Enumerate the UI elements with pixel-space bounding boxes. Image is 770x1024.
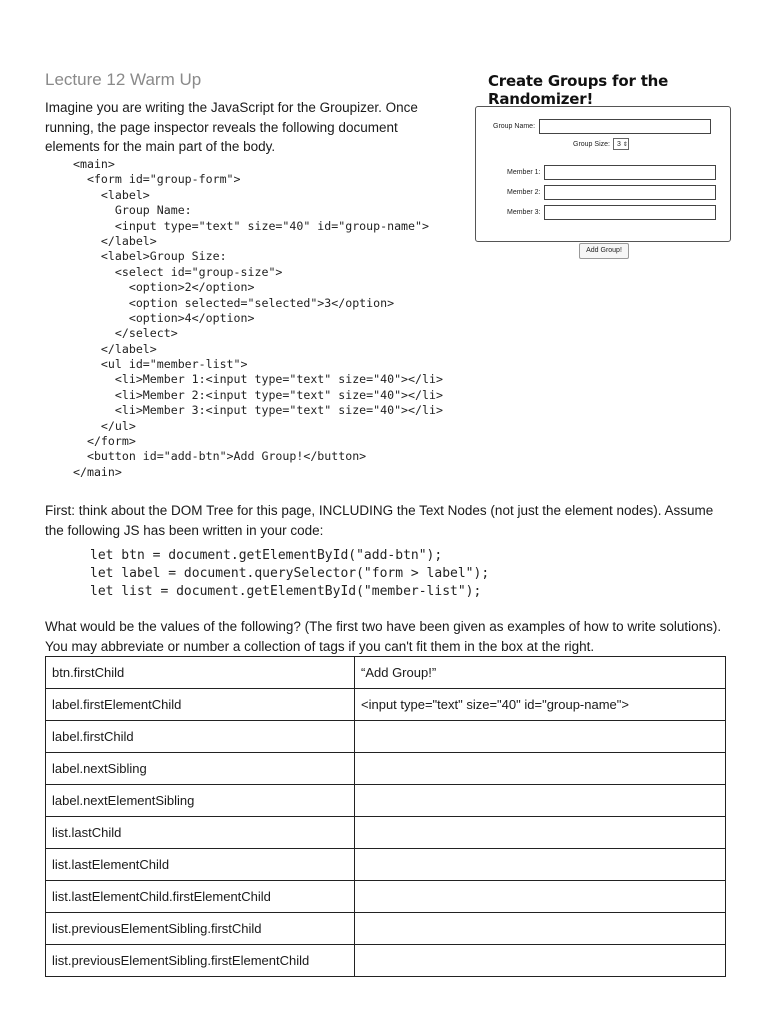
member-1-label: Member 1: <box>507 169 541 176</box>
expression-cell: list.lastElementChild <box>46 849 355 881</box>
code-line: </ul> <box>73 418 136 433</box>
expression-cell: btn.firstChild <box>46 657 355 689</box>
group-name-input[interactable] <box>539 119 711 134</box>
code-line: </label> <box>73 341 157 356</box>
member-2-label: Member 2: <box>507 189 541 196</box>
member-2-input[interactable] <box>544 185 716 200</box>
code-line: <option selected="selected">3</option> <box>73 295 395 310</box>
table-row <box>46 689 726 721</box>
code-line: <li>Member 1:<input type="text" size="40"></li> <box>73 372 443 387</box>
group-size-value: 3 <box>617 141 621 148</box>
answer-cell[interactable] <box>355 817 726 849</box>
expression-cell: list.previousElementSibling.firstElementChild <box>46 945 355 977</box>
code-line: <li>Member 3:<input type="text" size="40"></li> <box>73 403 443 418</box>
group-name-label: Group Name: <box>493 123 536 130</box>
code-line: </main> <box>73 464 122 479</box>
intro-paragraph: Imagine you are writing the JavaScript for the Groupizer. Once running, the page inspector reveals the following document elements for the main part of the body. <box>45 100 418 154</box>
code-line: Group Name: <box>73 203 192 218</box>
table-row <box>46 817 726 849</box>
js-line: let list = document.getElementById("member-list"); <box>90 584 482 599</box>
answer-cell[interactable] <box>355 881 726 913</box>
answer-cell[interactable]: “Add Group!” <box>355 657 726 689</box>
answer-cell[interactable] <box>355 721 726 753</box>
code-line: <button id="add-btn">Add Group!</button> <box>73 449 367 464</box>
member-1-input[interactable] <box>544 165 716 180</box>
expression-cell: label.nextElementSibling <box>46 785 355 817</box>
answer-cell[interactable] <box>355 785 726 817</box>
answer-cell[interactable] <box>355 945 726 977</box>
first-paragraph: First: think about the DOM Tree for this page, INCLUDING the Text Nodes (not just the element nodes). Assume the following JS has been written in your code: <box>45 503 714 538</box>
code-line: <main> <box>73 157 115 171</box>
group-size-label: Group Size: <box>573 141 610 148</box>
js-line: let label = document.querySelector("form > label"); <box>90 566 490 581</box>
expression-cell: list.previousElementSibling.firstChild <box>46 913 355 945</box>
table-row <box>46 881 726 913</box>
page-title: Lecture 12 Warm Up <box>45 70 202 89</box>
figure-title: Create Groups for the Randomizer! <box>488 72 669 108</box>
member-3-label: Member 3: <box>507 209 541 216</box>
answer-table <box>45 656 726 977</box>
code-line: <label>Group Size: <box>73 249 227 264</box>
table-row <box>46 945 726 977</box>
code-line: <form id="group-form"> <box>73 172 241 187</box>
code-line: <label> <box>73 187 150 202</box>
code-line: <li>Member 2:<input type="text" size="40"></li> <box>73 387 443 402</box>
select-arrows-icon: ⇕ <box>622 142 628 148</box>
expression-cell: list.lastElementChild.firstElementChild <box>46 881 355 913</box>
answer-cell[interactable]: <input type="text" size="40" id="group-name"> <box>355 689 726 721</box>
table-row <box>46 913 726 945</box>
question-paragraph: What would be the values of the following? (The first two have been given as examples of how to write solutions). You may abbreviate or number a collection of tags if you can't fit them in the box at the right. <box>45 619 722 654</box>
expression-cell: label.firstElementChild <box>46 689 355 721</box>
table-row <box>46 849 726 881</box>
code-line: <input type="text" size="40" id="group-name"> <box>73 218 429 233</box>
code-line: </select> <box>73 326 178 341</box>
code-line: </label> <box>73 233 157 248</box>
code-line: <select id="group-size"> <box>73 264 283 279</box>
member-3-input[interactable] <box>544 205 716 220</box>
table-row <box>46 721 726 753</box>
table-row <box>46 753 726 785</box>
js-code-block <box>90 547 489 601</box>
answer-cell[interactable] <box>355 753 726 785</box>
html-code-block <box>73 157 443 480</box>
expression-cell: label.nextSibling <box>46 753 355 785</box>
expression-cell: label.firstChild <box>46 721 355 753</box>
table-row <box>46 657 726 689</box>
answer-cell[interactable] <box>355 913 726 945</box>
expression-cell: list.lastChild <box>46 817 355 849</box>
form-mockup <box>475 106 731 242</box>
table-row <box>46 785 726 817</box>
code-line: <option>2</option> <box>73 280 255 295</box>
code-line: <ul id="member-list"> <box>73 357 248 372</box>
answer-cell[interactable] <box>355 849 726 881</box>
code-line: <option>4</option> <box>73 310 255 325</box>
js-line: let btn = document.getElementById("add-btn"); <box>90 548 443 563</box>
code-line: </form> <box>73 434 136 449</box>
group-size-select[interactable] <box>613 138 629 150</box>
add-group-button[interactable]: Add Group! <box>579 243 629 259</box>
